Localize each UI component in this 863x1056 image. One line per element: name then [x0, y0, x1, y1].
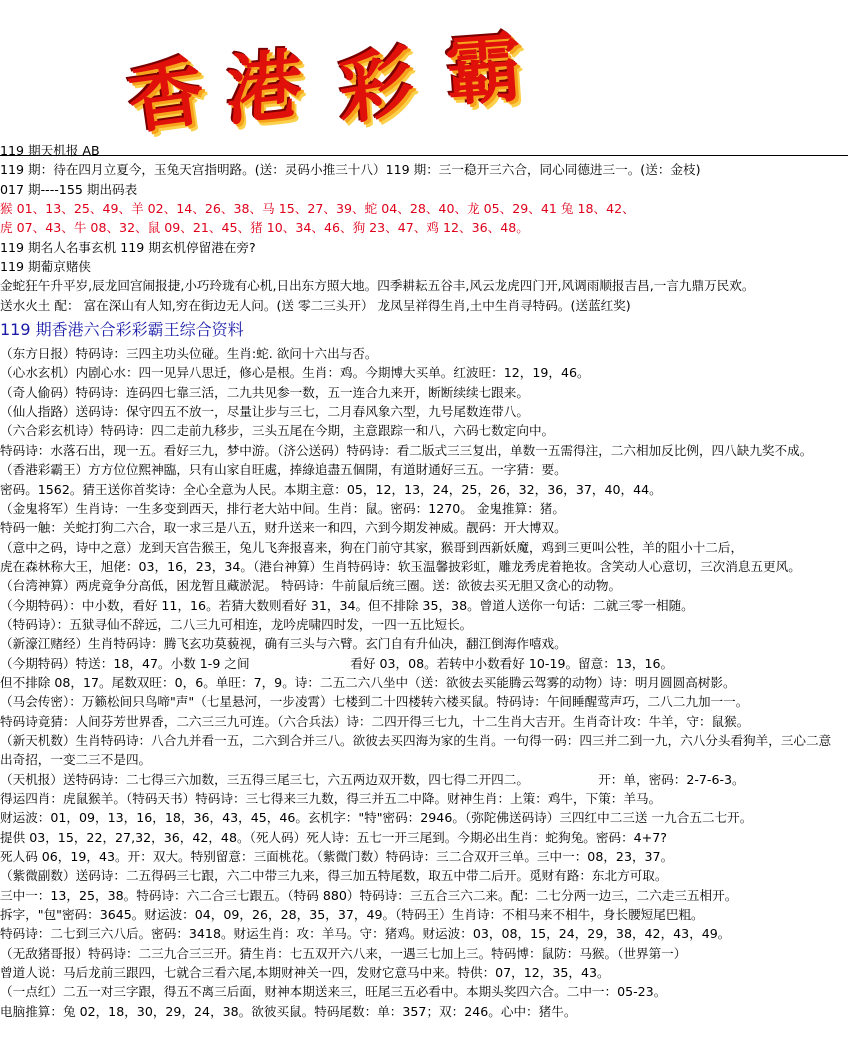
banner-glyph-4: 霸 [442, 22, 525, 117]
text-line: 特码诗：二七到三六八后。密码：3418。财运生肖：攻：羊马。守：猪鸡。财运波：03，08，15，24，29，38，42，43，49。 [0, 926, 731, 942]
banner-glyph-2: 港 [224, 38, 304, 137]
text-line: （东方日报）特码诗：三四主功头位碰。生肖:蛇. 欲问十六出与否。 [0, 346, 378, 362]
text-line: 017 期----155 期出码表 [0, 181, 138, 197]
text-line: 119 期天机报 AB [0, 143, 100, 158]
text-line: 特码诗：水落石出，现一五。看好三九，梦中游。（济公送码）特码诗：看二版式三三复出，单数一五需得注，二六相加反比例，四八缺九奖不成。 [0, 442, 813, 458]
text-line: （台湾神算）两虎竟争分高低，困龙暂且藏淤泥。 特码诗：牛前鼠后统三圈。送：欲彼去买无胆又贪心的动物。 [0, 578, 622, 594]
text-line: 虎 07、43、牛 08、32、鼠 09、21、45、猪 10、34、46、狗 23、47、鸡 12、36、48。 [0, 220, 529, 236]
text-line: 119 期葡京赌侠 [0, 259, 92, 275]
text-line: 特码一触：关蛇打狗二六合，取一求三是八五，财升送来一和四，六到今期发神威。靓码：开大博双。 [0, 520, 567, 536]
text-line: 出奇招，一变二三不是四。 [0, 752, 152, 768]
text-line: 119 期名人名事玄机 119 期玄机停留港在旁? [0, 239, 256, 255]
banner-glyph-1: 香 [122, 46, 210, 145]
text-line: 金蛇狂午升平岁,辰龙回宫闹报捷,小巧玲珑有心机,日出东方照大地。四季耕耘五谷丰,风云龙虎四门开,风调雨顺报吉昌,一言九鼎万民欢。 [0, 278, 755, 294]
banner-glyph-3: 彩 [335, 34, 417, 137]
text-line: 拆字，"包"密码：3645。财运波：04，09，26，28，35，37，49。（特码王）生肖诗：不相马来不相牛，身长腰短尾巴粗。 [0, 907, 704, 923]
text-line: 特码诗竟猜：人间芬芳世界香，二六三三九可连。（六合兵法）诗：二四开得三七九，十二生肖大吉开。生肖奇计攻：牛羊，守：鼠猴。 [0, 713, 750, 729]
text-line: 密码。1562。猜王送你首奖诗：全心全意为人民。本期主意：05，12，13，24，25，26，32，36，37，40，44。 [0, 481, 662, 497]
text-line: 送水火土 配： 富在深山有人知,穷在街边无人问。(送 零二三头开） 龙凤呈祥得生肖,土中生肖寻特码。(送蓝红奖) [0, 297, 631, 313]
text-line: 得运四肖：虎鼠猴羊。（特码天书）特码诗：三七得来三九数，得三并五二中降。财神生肖：上策：鸡牛，下策：羊马。 [0, 791, 662, 806]
text-line: （心水玄机）内剧心水：四一见异八思迁，修心是根。生肖：鸡。今期博大买单。红波旺：12，19，46。 [0, 365, 590, 381]
text-line: （今期特码）：中小数，看好 11，16。若猜大数则看好 31，34。但不排除 35，38。曾道人送你一句话：二就三零一相随。 [0, 597, 694, 613]
text-line: 119 期：待在四月立夏今，玉兔天宫指明路。(送：灵码小推三十八）119 期：三一稳开三六合，同心同德进三一。(送：金枝) [0, 162, 701, 178]
text-line: （香港彩霸王）方方位位熙神臨，只有山家自旺處，捧綠追盡五個開，有道財通好三五。一字猜：要。 [0, 462, 567, 478]
text-line: 提供 03，15，22，27,32，36，42，48。（死人码）死人诗：五七一开三尾到。今期必出生肖：蛇狗兔。密码：4+7? [0, 829, 667, 845]
text-line: 虎在森林称大王，旭佬：03，16，23，34。（港台神算）生肖特码诗：软玉温馨披彩虹，雕龙秀虎着艳妆。含笑动人心意切，三次消息五更风。 [0, 558, 801, 574]
text-line: （无敌猪哥报）特码诗：二三九合三三开。猜生肖：七五双开六八来，一遇三七加上三。特码博：鼠防：马猴。（世界第一） [0, 945, 687, 961]
text-line: （特码诗）：五狱寻仙不辞远，二八三九可相连，龙吟虎啸四时发，一四一五比短长。 [0, 616, 473, 632]
text-line: （仙人指路）送码诗：保守四五不放一，尽量让步与三七，二月春风象六型，九号尾数连带八。 [0, 404, 529, 420]
text-line: 电脑推算：兔 02，18，30，29，24，38。欲彼买鼠。特码尾数：单：357；双：246。心中：猪牛。 [0, 1003, 577, 1019]
text-line: 财运波：01，09，13，16，18，36，43，45，46。玄机字："特"密码：2946。（弥陀佛送码诗）三四红中二三送 一九合五二七开。 [0, 810, 753, 826]
page-banner [122, 22, 528, 145]
text-line: （紫微副数）送码诗：二五得码三七跟，六二中带三九来，得三加五特尾数，取五中带二后开。觅财有路：东北方可取。 [0, 868, 668, 884]
text-line: （意中之码，诗中之意）龙到天宫告猴王，兔儿飞奔报喜来，狗在门前守其家，猴哥到西新妖魔，鸡到三更叫公牲，羊的阻小十二后， [0, 539, 744, 555]
text-line: 曾道人说：马后龙前三跟四，七就合三看六尾,本期财神关一四，发财它意马中来。特供：07，12，35，43。 [0, 965, 610, 981]
section-heading: 119 期香港六合彩彩霸王综合资料 [0, 320, 244, 340]
text-line: （天机报）送特码诗：二七得三六加数，三五得三尾三七，六五两边双开数，四七得二开四二。 开：单，密码：2-7-6-3。 [0, 771, 745, 787]
text-line: （新濠江赌经）生肖特码诗：腾飞玄功莫藐视，确有三头与六臂。玄门自有升仙决，翻江倒海作嘻戏。 [0, 636, 567, 652]
text-line: （一点红）二五一对三字跟，得五不离三后面，财神本期送来三，旺尾三五必看中。本期头奖四六合。二中一：05-23。 [0, 984, 667, 1000]
text-line: （六合彩玄机诗）特码诗：四二走前九移步，三头五尾在今期，主意跟踪一和八，六码七数定向中。 [0, 423, 555, 439]
text-line: （马会传密）：万籁松间只鸟啼"声"（七星悬河，一步凌霄）七楼到二十四楼转六楼买鼠。特码诗：午间睡醒莺声巧，二八二九加一一。 [0, 694, 749, 710]
text-line: （奇人偷码）特码诗：连码四七靠三活，二九共见参一数，五一连合九来开，断断续续七跟来。 [0, 384, 529, 400]
text-line: （今期特码）特送：18，47。小数 1-9 之间 看好 03，08。若转中小数看好 10-19。留意：13，16。 [0, 655, 674, 671]
text-line: 猴 01、13、25、49、羊 02、14、26、38、马 15、27、39、蛇 04、28、40、龙 05、29、41 兔 18、42、 [0, 201, 635, 217]
text-line: （新天机数）生肖特码诗：八合九并看一五，二六到合并三八。欲彼去买四海为家的生肖。一句得一码：四三并二到一九，六八分头看狗羊，三心二意 [0, 732, 832, 748]
document-body [0, 141, 863, 1021]
text-line: （金鬼将军）生肖诗：一生多变到西天，排行老大站中间。生肖：鼠。密码：1270。 金鬼推算：猪。 [0, 500, 565, 516]
text-line: 但不排除 08，17。尾数双旺：0，6。单旺：7，9。诗：二五二六八坐中（送：欲彼去买能腾云驾雾的动物）诗：明月圆圆高树影。 [0, 674, 736, 690]
text-line: 死人码 06，19，43。开：双大。特别留意：三面桃花。（紫微门数）特码诗：三二合双开三单。三中一：08，23，37。 [0, 849, 674, 865]
text-line: 三中一：13，25，38。特码诗：六二合三七跟五。（特码 880）特码诗：三五合三六二来。配：二七分两一边三，二六走三五相开。 [0, 887, 738, 903]
